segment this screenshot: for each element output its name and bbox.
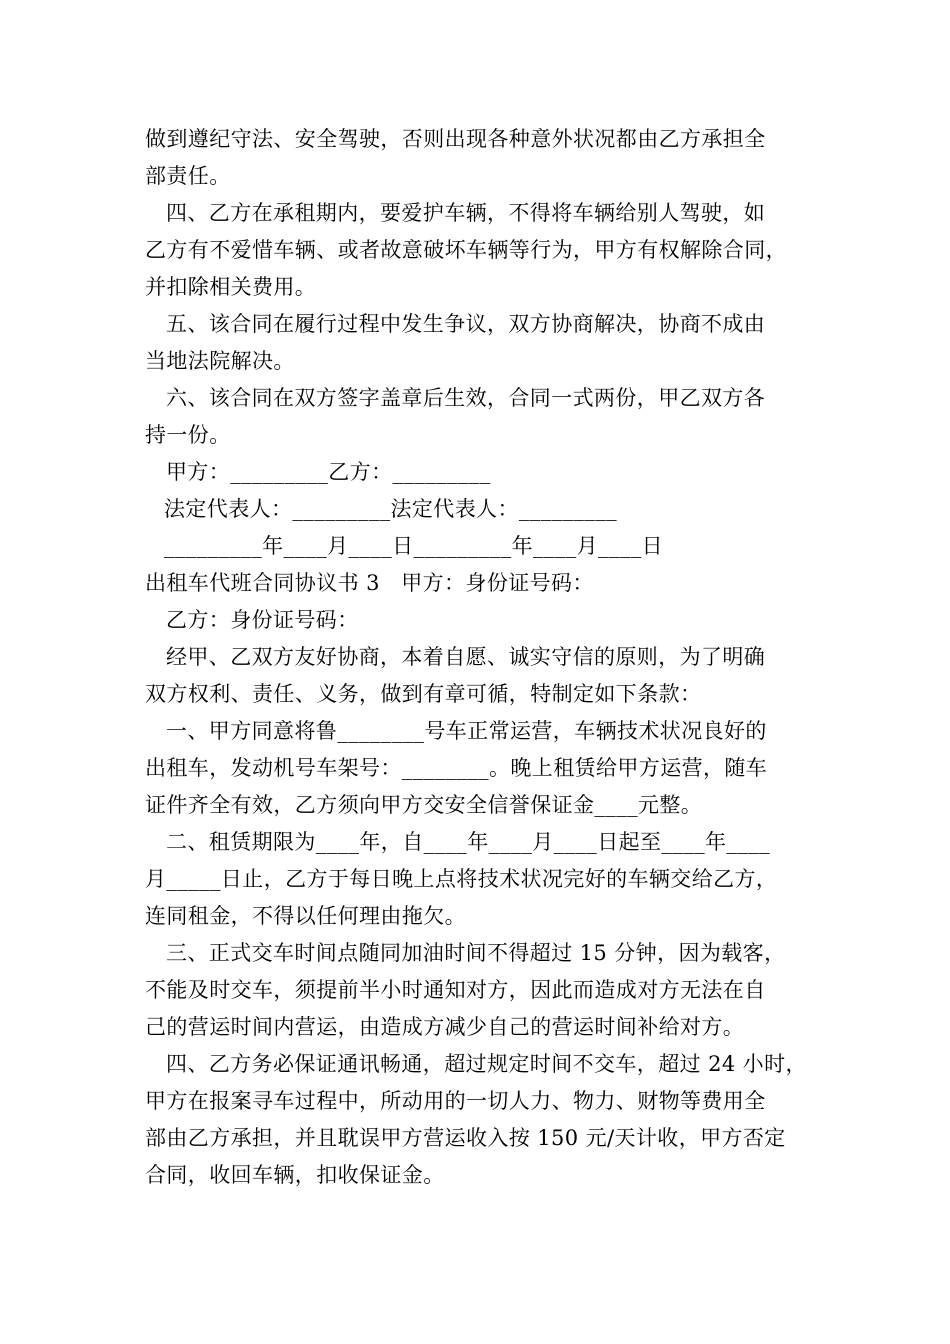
paragraph-line: 证件齐全有效，乙方须向甲方交安全信誉保证金____元整。	[145, 793, 703, 817]
paragraph-line: 并扣除相关费用。	[145, 275, 317, 299]
signature-line-party: 甲方：_________乙方：_________	[166, 460, 491, 484]
paragraph-line: 合同，收回车辆，扣收保证金。	[145, 1163, 445, 1187]
paragraph-line: 双方权利、责任、义务，做到有章可循，特制定如下条款：	[145, 682, 702, 706]
paragraph-line: 经甲、乙双方友好协商，本着自愿、诚实守信的原则，为了明确	[166, 645, 766, 669]
paragraph-line: 出租车，发动机号车架号：________。晚上租赁给甲方运营，随车	[145, 756, 768, 780]
paragraph-line: 三、正式交车时间点随同加油时间不得超过 15 分钟，因为载客，	[166, 941, 786, 965]
paragraph-line: 四、乙方务必保证通讯畅通，超过规定时间不交车，超过 24 小时，	[166, 1052, 807, 1076]
paragraph-line: 四、乙方在承租期内，要爱护车辆，不得将车辆给别人驾驶，如	[166, 201, 766, 225]
paragraph-line: 二、租赁期限为____年，自____年____月____日起至____年____	[166, 830, 770, 854]
paragraph-line: 连同租金，不得以任何理由拖欠。	[145, 904, 466, 928]
paragraph-line: 乙方有不爱惜车辆、或者故意破坏车辆等行为，甲方有权解除合同，	[145, 238, 787, 262]
paragraph-line: 六、该合同在双方签字盖章后生效，合同一式两份，甲乙双方各	[166, 386, 766, 410]
signature-line-representative: 法定代表人：_________法定代表人：_________	[164, 497, 617, 521]
paragraph-line: 己的营运时间内营运，由造成方减少自己的营运时间补给对方。	[145, 1015, 745, 1039]
paragraph-line: 部责任。	[145, 164, 231, 188]
paragraph-line: 当地法院解决。	[145, 349, 295, 373]
paragraph-line: 甲方在报案寻车过程中，所动用的一切人力、物力、财物等费用全	[145, 1089, 766, 1113]
signature-line-date: _________年____月____日_________年____月____日	[164, 534, 663, 558]
paragraph-line: 不能及时交车，须提前半小时通知对方，因此而造成对方无法在自	[145, 978, 766, 1002]
paragraph-line: 做到遵纪守法、安全驾驶，否则出现各种意外状况都由乙方承担全	[145, 127, 766, 151]
paragraph-line: 乙方：身份证号码：	[166, 608, 359, 632]
paragraph-line: 持一份。	[145, 423, 231, 447]
paragraph-line: 部由乙方承担，并且耽误甲方营运收入按 150 元/天计收，甲方否定	[145, 1126, 786, 1150]
paragraph-line: 一、甲方同意将鲁________号车正常运营，车辆技术状况良好的	[166, 719, 767, 743]
paragraph-line: 五、该合同在履行过程中发生争议，双方协商解决，协商不成由	[166, 312, 766, 336]
section-title: 出租车代班合同协议书 3 甲方：身份证号码：	[145, 571, 594, 595]
paragraph-line: 月_____日止，乙方于每日晚上点将技术状况完好的车辆交给乙方，	[145, 867, 778, 891]
